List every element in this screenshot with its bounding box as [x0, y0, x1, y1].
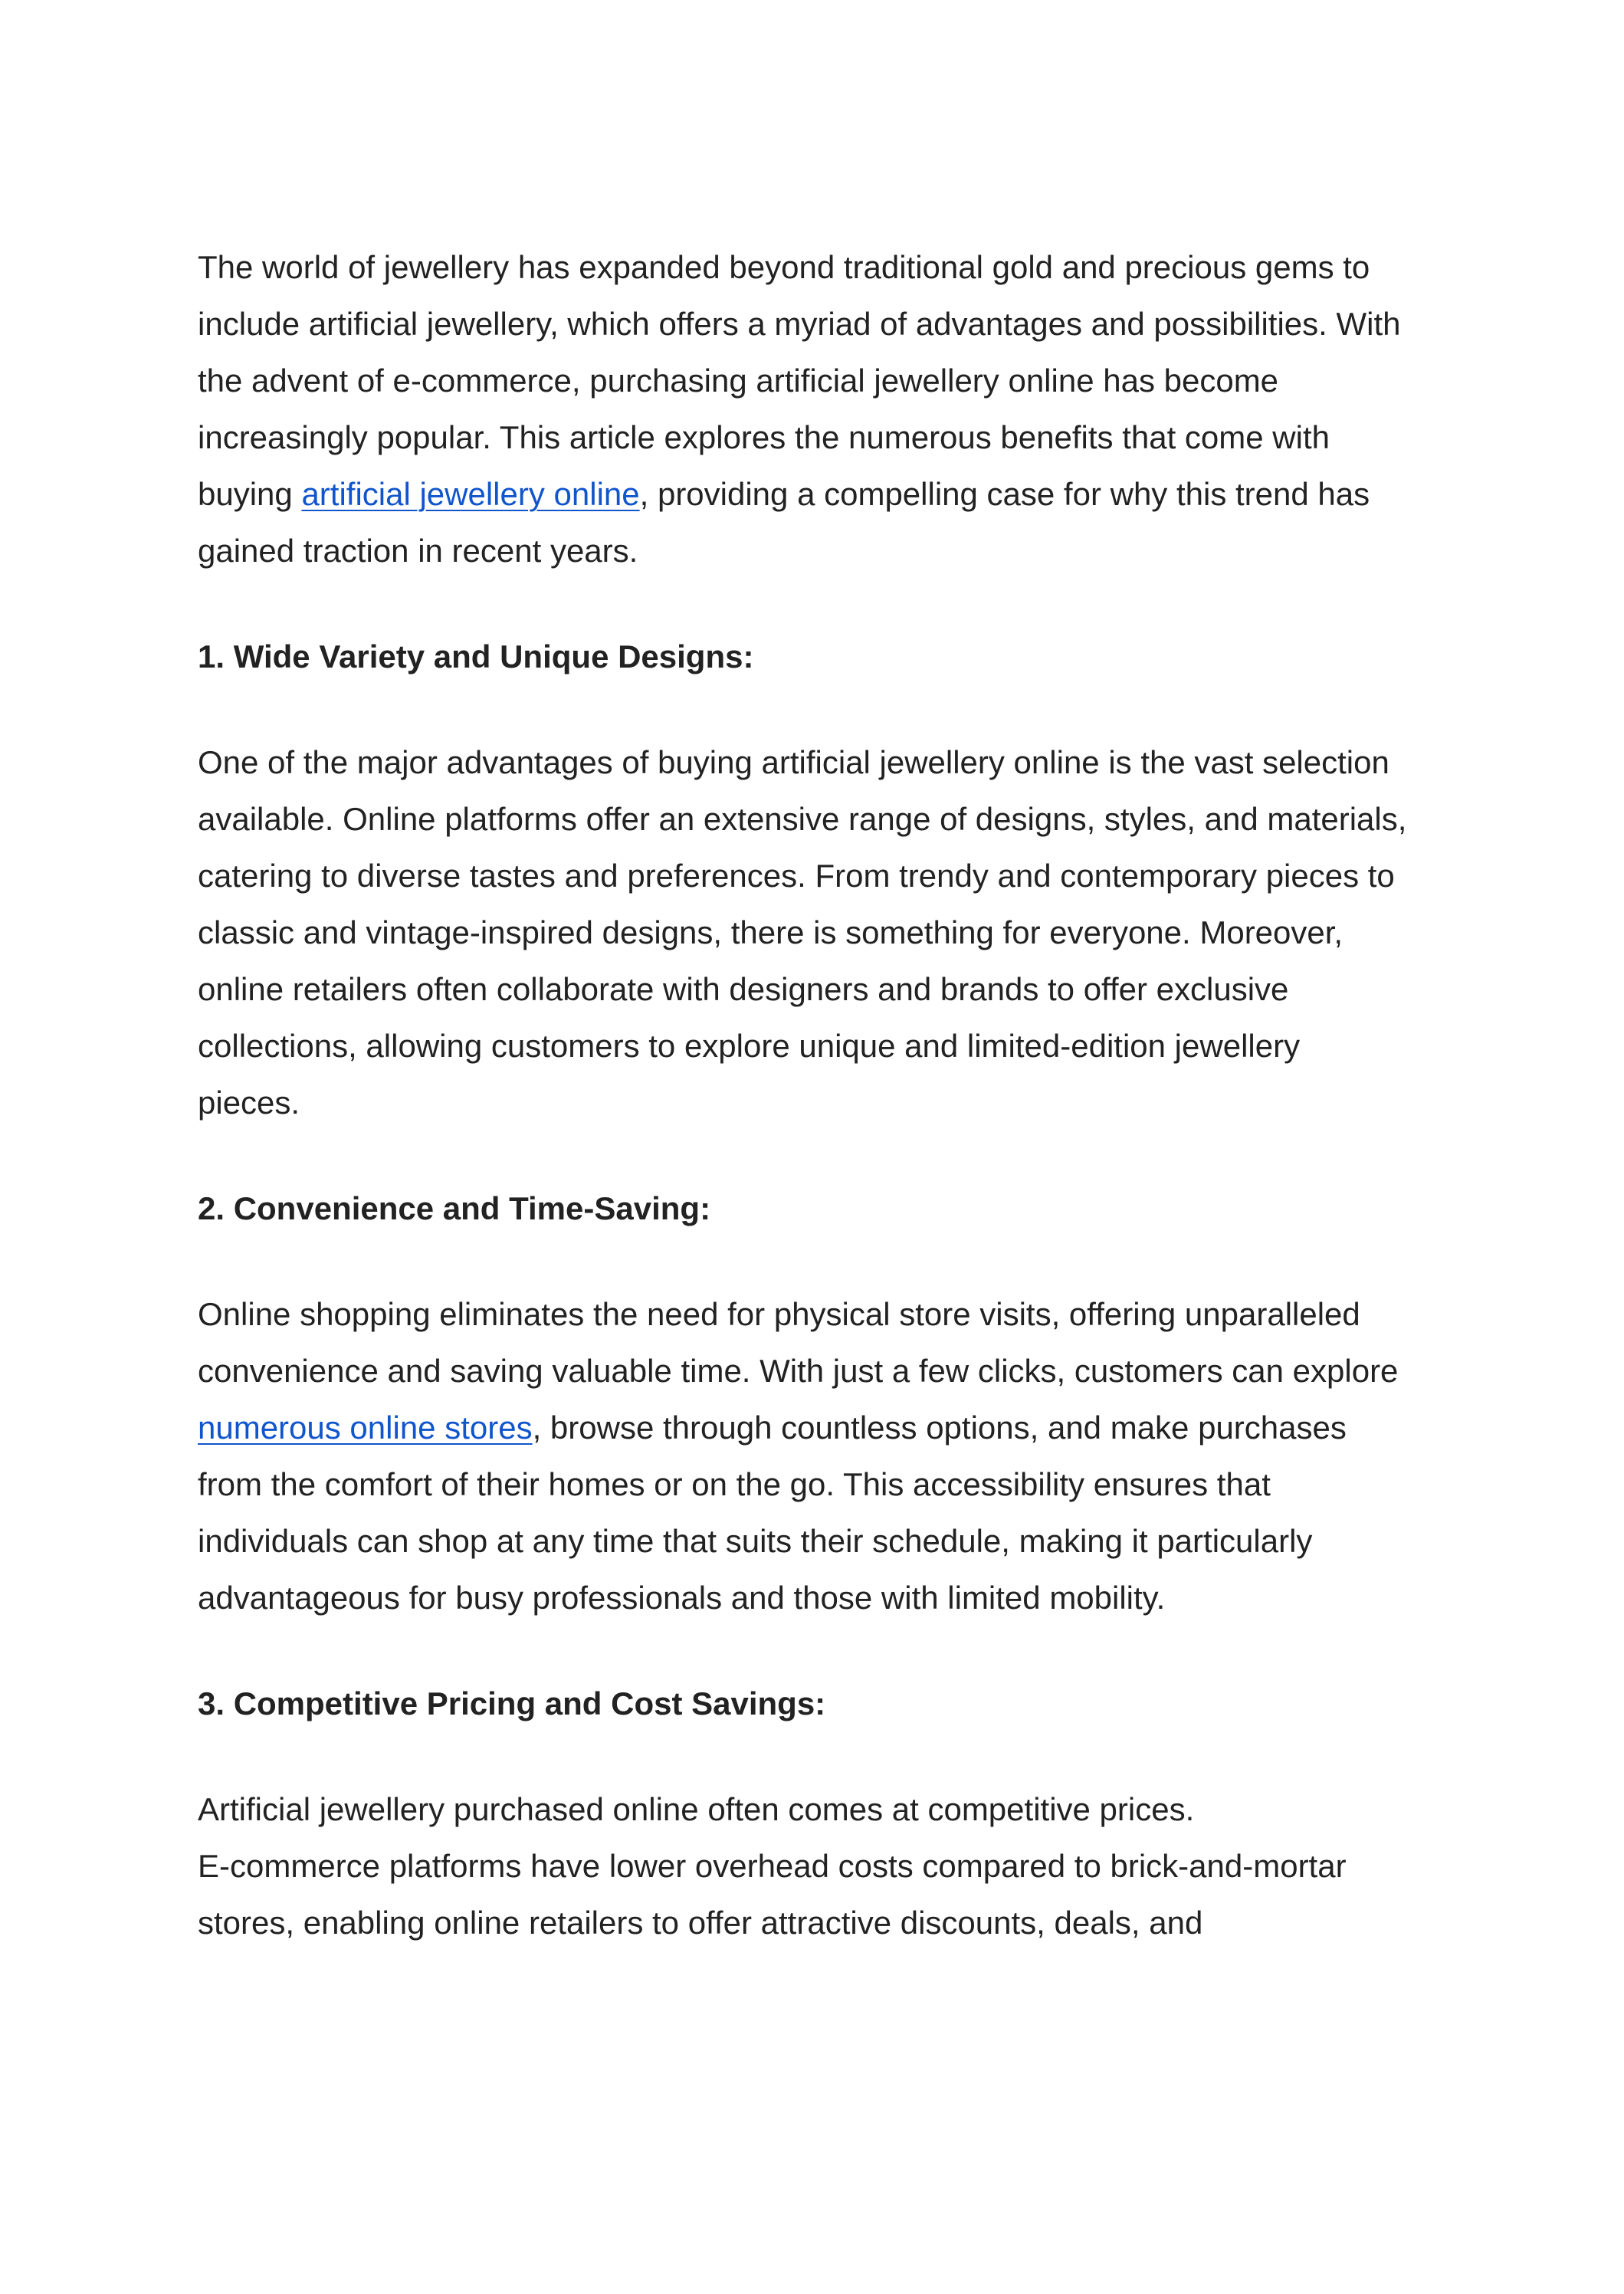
section-2-heading: 2. Convenience and Time-Saving:	[198, 1190, 711, 1226]
section-2-text-start: Online shopping eliminates the need for physical store visits, offering unparalleled convenience and saving valuable time. With just a few clicks, customers can explore	[198, 1296, 1399, 1389]
intro-text-end: , providing a compelling case for why this trend has gained traction in recent years.	[198, 476, 1370, 569]
section-2-paragraph	[198, 1286, 1409, 1626]
section-3-text-rest: E-commerce platforms have lower overhead costs compared to brick-and-mortar stores, enabling online retailers to offer attractive discounts, deals, and	[198, 1848, 1347, 1941]
artificial-jewellery-online-link[interactable]: artificial jewellery online	[301, 476, 640, 512]
intro-text-start: The world of jewellery has expanded beyond traditional gold and precious gems to include artificial jewellery, which offers a myriad of advantages and possibilities. With the advent of e-commerce, purchasing artificial jewellery online has become increasingly popular. This article explores the numerous benefits that come with buying	[198, 249, 1401, 512]
intro-paragraph	[198, 239, 1409, 579]
section-3-paragraph	[198, 1781, 1409, 1951]
section-3-line-1: Artificial jewellery purchased online often comes at competitive prices.	[198, 1791, 1195, 1827]
section-3-heading: 3. Competitive Pricing and Cost Savings:	[198, 1685, 826, 1721]
section-1-paragraph: One of the major advantages of buying artificial jewellery online is the vast selection available. Online platforms offer an extensive range of designs, styles, and materials, catering to diverse tastes and preferences. From trendy and contemporary pieces to classic and vintage-inspired designs, there is something for everyone. Moreover, online retailers often collaborate with designers and brands to offer exclusive collections, allowing customers to explore unique and limited-edition jewellery pieces.	[198, 744, 1407, 1121]
section-1-heading: 1. Wide Variety and Unique Designs:	[198, 638, 754, 674]
section-2-text-end: , browse through countless options, and make purchases from the comfort of their homes or on the go. This accessibility ensures that individuals can shop at any time that suits their schedule, making it particularly advantageous for busy professionals and those with limited mobility.	[198, 1410, 1347, 1616]
article-body	[198, 239, 1409, 2000]
numerous-online-stores-link[interactable]: numerous online stores	[198, 1410, 533, 1446]
